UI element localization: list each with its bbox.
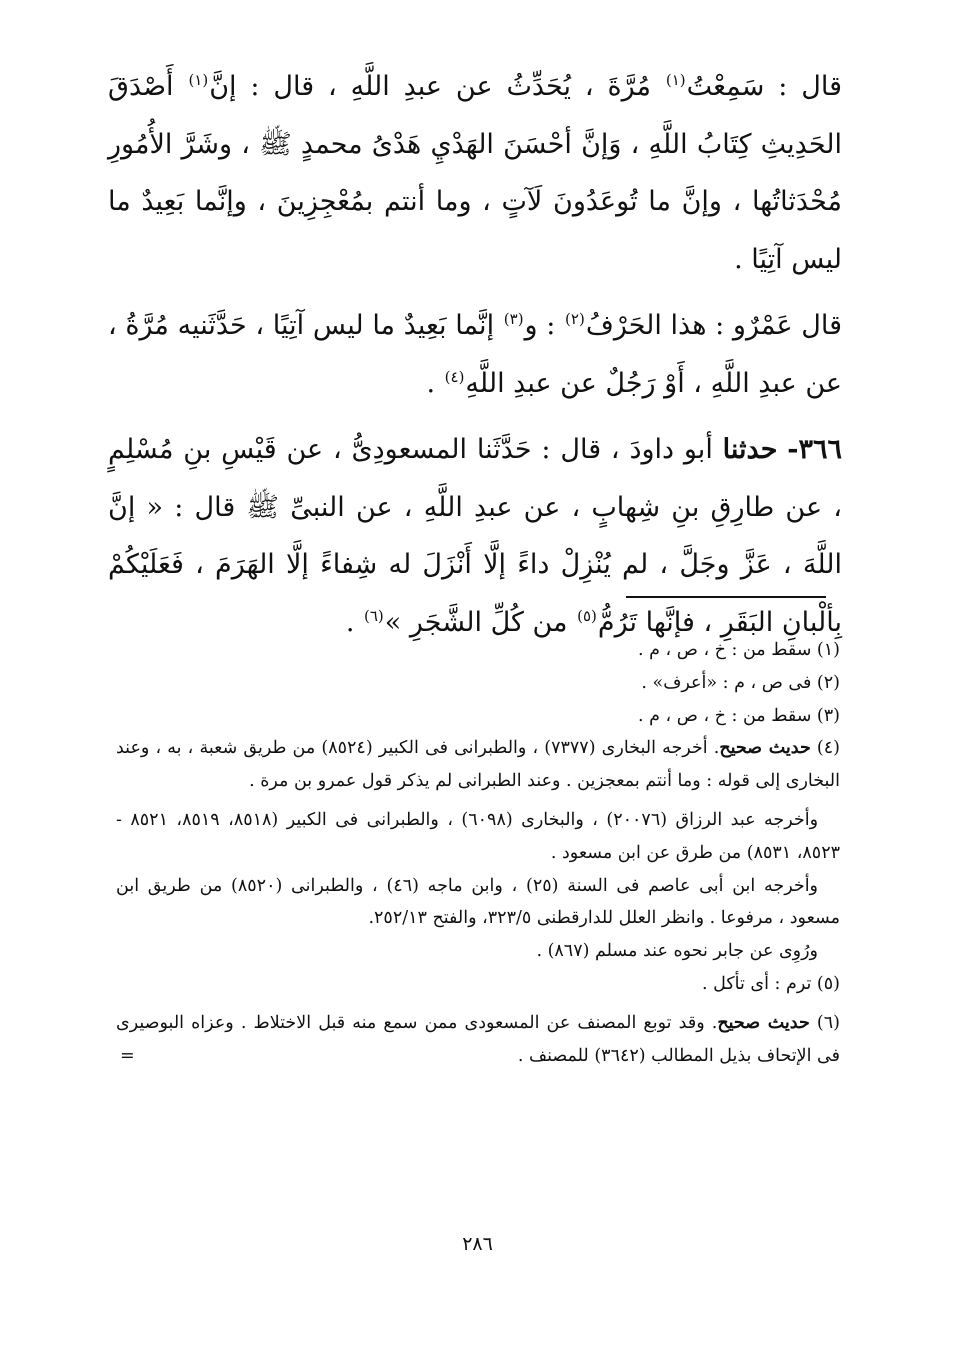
main-text bbox=[108, 58, 842, 660]
footnote-4-para-4: ورُوِى عن جابر نحوه عند مسلم (٨٦٧) . bbox=[536, 941, 818, 962]
footnote-marker[interactable]: (١) bbox=[665, 71, 686, 89]
footnote-marker[interactable]: (٣) bbox=[503, 310, 524, 328]
footnote-4-para-2: وأخرجه عبد الرزاق (٢٠٠٧٦) ، والبخارى (٦٠٩٨) ، والطبرانى فى الكبير (٨٥١٨، ٨٥١٩، ٨٥٢١ - ٨٥٢٣، ٨٥٣١) من طرق عن ابن مسعود . bbox=[116, 809, 840, 863]
text: . bbox=[426, 367, 436, 399]
text: مُرَّةَ ، يُحَدِّثُ عن عبدِ اللَّهِ ، قال : إنَّ bbox=[209, 71, 651, 102]
footnote-4-para-3: وأخرجه ابن أبى عاصم فى السنة (٢٥) ، وابن ماجه (٤٦) ، والطبرانى (٨٥٢٠) من طريق ابن مسعود ، مرفوعا . وانظر العلل للدارقطنى ٣٢٣/٥، والفتح ٢٥٢/١٣. bbox=[116, 875, 840, 929]
text: من كُلِّ الشَّجَرِ » bbox=[384, 606, 568, 638]
text: قال : سَمِعْتُ bbox=[686, 71, 842, 102]
footnote-marker[interactable]: (١) bbox=[188, 71, 209, 89]
paragraph-2 bbox=[108, 297, 842, 412]
text: : و bbox=[524, 310, 556, 341]
hadith-366 bbox=[108, 421, 842, 651]
text: . bbox=[345, 606, 355, 638]
footnote-5: (٥) ترم : أى تأكل . bbox=[701, 973, 840, 994]
footnote-3: (٣) سقط من : خ ، ص ، م . bbox=[638, 705, 840, 726]
footnote-text: . وقد توبع المصنف عن المسعودى ممن سمع منه قبل الاختلاط . وعزاه البوصيرى فى الإتحاف بذيل المطالب (٣٦٤٢) للمصنف . bbox=[116, 1012, 840, 1066]
footnote-marker[interactable]: (٤) bbox=[444, 367, 465, 386]
hadith-lead: حدثنا bbox=[722, 434, 778, 465]
footnote-number: (٤) bbox=[816, 738, 840, 759]
continuation-mark: = bbox=[120, 1045, 135, 1066]
hadith-number: ٣٦٦- bbox=[787, 434, 842, 465]
footnote-2: (٢) فى ص ، م : «أعرف» . bbox=[641, 672, 840, 693]
footnote-marker[interactable]: (٥) bbox=[577, 606, 597, 625]
footnote-6 bbox=[116, 1007, 840, 1073]
footnotes bbox=[116, 634, 840, 1072]
footnote-text: . أخرجه البخارى (٧٣٧٧) ، والطبرانى فى الكبير (٨٥٢٤) من طريق شعبة ، به ، وعند البخارى إلى قوله : وما أنتم بمعجزين . وعند الطبرانى لم يذكر قول عمرو بن مرة . bbox=[116, 738, 840, 792]
footnote-separator bbox=[626, 596, 826, 598]
footnote-marker[interactable]: (٦) bbox=[364, 606, 384, 625]
text: قال عَمْرٌو : هذا الحَرْفُ bbox=[585, 310, 842, 341]
page-number: ٢٨٦ bbox=[462, 1233, 493, 1255]
paragraph-1 bbox=[108, 58, 842, 288]
footnote-marker[interactable]: (٢) bbox=[565, 310, 585, 328]
footnote-number: (٦) bbox=[816, 1012, 840, 1033]
text: إنَّما بَعِيدٌ ما ليس آتِيًا ، حَدَّثَنيه مُرَّةُ ، عن عبدِ اللَّهِ ، أَوْ رَجُلٌ عن عبدِ اللَّهِ bbox=[108, 310, 842, 399]
footnote-4 bbox=[116, 732, 840, 798]
footnote-1: (١) سقط من : خ ، ص ، م . bbox=[638, 640, 840, 660]
grading: حديث صحيح bbox=[717, 1012, 810, 1033]
text: أبو داودَ ، قال : حَدَّثَنا المسعودِىُّ ، عن قَيْسِ بنِ مُسْلِمٍ ، عن طارِقِ بنِ شِهابٍ ، عن عبدِ اللَّهِ ، عن النبىِّ ﷺ قال : « إنَّ اللَّهَ ، عَزَّ وجَلَّ ، لم يُنْزِلْ داءً إلَّا أَنْزَلَ له شِفاءً إلَّا الهَرَمَ ، فَعَلَيْكُمْ بِألْبانِ البَقَرِ ، فإنَّها تَرُمُّ bbox=[108, 434, 842, 638]
grading: حديث صحيح bbox=[719, 738, 811, 759]
text: أَصْدَقَ الحَدِيثِ كِتَابُ اللَّهِ ، وَإنَّ أحْسَنَ الهَدْيِ هَدْىُ محمدٍ ﷺ ، وشَرَّ الأُمُورِ مُحْدَثاتُها ، وإنَّ ما تُوعَدُونَ لَآتٍ ، وما أنتم بمُعْجِزِينَ ، وإنَّما بَعِيدٌ ما ليس آتِيًا . bbox=[108, 71, 842, 275]
